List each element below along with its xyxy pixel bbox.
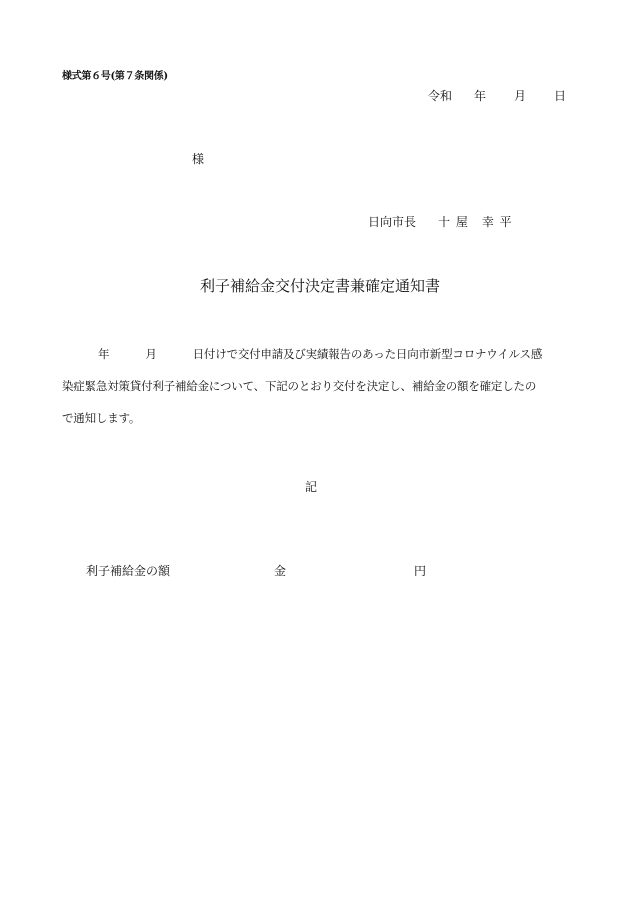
sender-block: [368, 213, 513, 230]
date-month-unit: 月: [514, 89, 527, 103]
date-day-unit: 日: [554, 89, 567, 103]
body-line-2: 染症緊急対策貸付利子補給金について、下記のとおり交付を決定し、補給金の額を確定したの: [62, 379, 537, 393]
amount-row: [86, 562, 426, 579]
form-number: 様式第６号(第７条関係): [62, 71, 168, 82]
body-month-unit: 月: [145, 347, 157, 361]
date-year-unit: 年: [474, 89, 487, 103]
body-line-1: [62, 346, 542, 362]
amount-label: 利子補給金の額: [86, 564, 171, 578]
body-line-3: で通知します。: [62, 411, 141, 425]
addressee-suffix: 様: [192, 152, 205, 166]
amount-unit: 円: [414, 564, 427, 578]
ki-heading: 記: [305, 480, 318, 494]
sender-name: 十 屋 幸 平: [438, 215, 513, 229]
body-line-1-text: 日付けで交付申請及び実績報告のあった日向市新型コロナウイルス感: [192, 347, 543, 361]
body-year-unit: 年: [98, 347, 110, 361]
issue-date: [428, 87, 566, 104]
date-era: 令和: [428, 89, 453, 103]
document-title: 利子補給金交付決定書兼確定通知書: [199, 277, 440, 295]
sender-title: 日向市長: [368, 215, 417, 229]
amount-prefix: 金: [274, 564, 287, 578]
